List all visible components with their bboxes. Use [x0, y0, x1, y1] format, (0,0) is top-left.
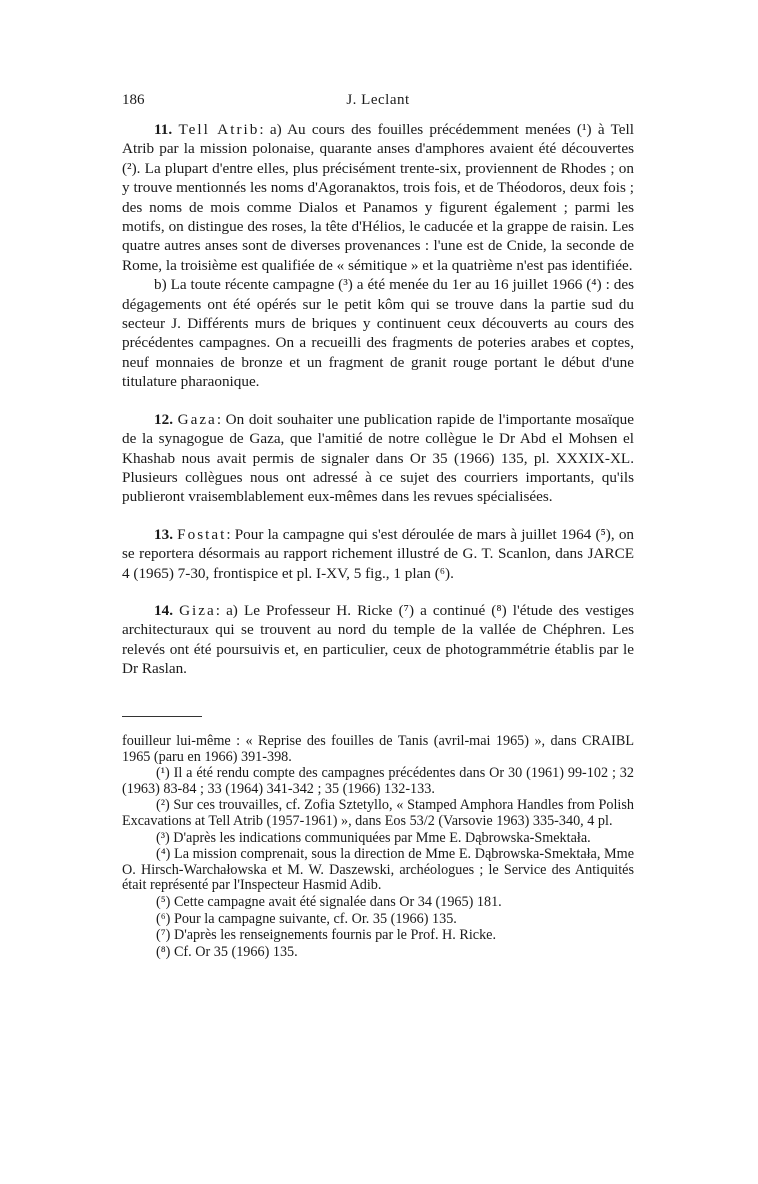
- paragraph-text: On doit souhaiter une publication rapide de l'importante mosaïque de la synagogue de Gaza, que l'amitié de notre collègue le Dr Abd el Mohsen el Khashab nous avait permis de signaler dans Or 35 (1966) 135, pl. XXXIX-XL. Plusieurs collègues nous ont adressé à ce sujet des courriers importants, qu'ils publieront vraisemblablement eux-mêmes dans les revues spécialisées.: [122, 410, 634, 506]
- running-author: J. Leclant: [346, 92, 410, 108]
- footnote: (⁶) Pour la campagne suivante, cf. Or. 35 (1966) 135.: [156, 910, 457, 927]
- footnote: (²) Sur ces trouvailles, cf. Zofia Sztetyllo, « Stamped Amphora Handles from Polish Excavations at Tell Atrib (1957-1961) », dans Eos 53/2 (Varsovie 1963) 335-340, 4 pl.: [122, 797, 634, 829]
- paragraph-text: a) Le Professeur H. Ricke (⁷) a continué (⁸) l'étude des vestiges architecturaux qui se trouvent au nord du temple de la vallée de Chéphren. Les relevés ont été poursuivis et, en particulier, ceux de photogrammétrie établis par le Dr Raslan.: [122, 601, 634, 678]
- section-number: 13.: [154, 525, 173, 543]
- footnote: fouilleur lui-même : « Reprise des fouilles de Tanis (avril-mai 1965) », dans CRAIBL 1965 (paru en 1966) 391-398.: [122, 733, 634, 765]
- footnote: (⁸) Cf. Or 35 (1966) 135.: [156, 943, 298, 960]
- paragraph: [122, 275, 634, 391]
- section-title: Tell Atrib: [178, 121, 260, 138]
- section-title: Fostat: [177, 525, 227, 543]
- footnote: (⁵) Cette campagne avait été signalée dans Or 34 (1965) 181.: [156, 893, 502, 910]
- paragraph: 13. Fostat: Pour la campagne qui s'est déroulée de mars à juillet 1964 (⁵), on se reportera désormais au rapport richement illustré de G. T. Scanlon, dans JARCE 4 (1965) 7-30, frontispice et pl. I-XV, 5 fig., 1 plan (⁶).: [122, 525, 635, 582]
- running-header: [122, 92, 634, 116]
- section-fostat: [122, 525, 634, 583]
- paragraph: 12. Gaza: On doit souhaiter une publication rapide de l'importante mosaïque de la synagogue de Gaza, que l'amitié de notre collègue le Dr Abd el Mohsen el Khashab nous avait permis de signaler dans Or 35 (1966) 135, pl. XXXIX-XL. Plusieurs collègues nous ont adressé à ce sujet des courriers importants, qu'ils publieront vraisemblablement eux-mêmes dans les revues spécialisées.: [122, 410, 634, 506]
- paragraph: 14. Giza: a) Le Professeur H. Ricke (⁷) a continué (⁸) l'étude des vestiges architecturaux qui se trouvent au nord du temple de la vallée de Chéphren. Les relevés ont été poursuivis et, en particulier, ceux de photogrammétrie établis par le Dr Raslan.: [122, 601, 634, 678]
- footnote: (⁴) La mission comprenait, sous la direction de Mme E. Dąbrowska-Smektała, Mme O. Hirsch-Warchałowska et M. W. Daszewski, archéologues ; le Service des Antiquités était représenté par l'Inspecteur Hasmid Adib.: [122, 846, 634, 894]
- footnote-separator: [122, 716, 202, 717]
- footnote: (³) D'après les indications communiquées par Mme E. Dąbrowska-Smektała.: [156, 829, 591, 846]
- paragraph-text: a) Au cours des fouilles précédemment menées (¹) à Tell Atrib par la mission polonaise, quarante anses d'amphores avaient été découvertes (²). La plupart d'entre elles, plus précisément trente-six, proviennent de Rhodes ; on y trouve mentionnés les noms d'Agoranaktos, trois fois, et de Théodoros, deux fois ; des noms de mois comme Dialos et Panamos y figurent également ; parmi les motifs, on distingue des roses, la tête d'Hélios, le caducée et la grappe de raisin. Les quatre autres anses sont de diverses provenances : l'une est de Cnide, la seconde de Rome, la troisième est qualifiée de « sémitique » et la quatrième n'est pas identifiée.: [122, 121, 634, 274]
- main-text: [122, 120, 634, 697]
- paragraph-text: Pour la campagne qui s'est déroulée de mars à juillet 1964 (⁵), on se reportera désormais au rapport richement illustré de G. T. Scanlon, dans JARCE 4 (1965) 7-30, frontispice et pl. I-XV, 5 fig., 1 plan (⁶).: [122, 525, 635, 582]
- section-title: Gaza: [177, 410, 217, 428]
- section-title: Giza: [179, 601, 216, 619]
- section-giza: [122, 601, 634, 679]
- page-number: 186: [122, 92, 145, 108]
- paragraph-text: b) La toute récente campagne (³) a été menée du 1er au 16 juillet 1966 (⁴) : des dégagements ont été opérés sur le petit kôm qui se trouve dans la partie sud du secteur J. Différents murs de briques y continuent ceux découverts au cours des précédentes campagnes. On a recueilli des fragments de poteries arabes et coptes, neuf monnaies de bronze et un fragment de granit rouge portant le début d'une titulature pharaonique.: [122, 276, 634, 391]
- section-tell-atrib: [122, 120, 634, 392]
- section-number: 12.: [154, 410, 173, 428]
- footnote: (⁷) D'après les renseignements fournis par le Prof. H. Ricke.: [156, 927, 497, 944]
- section-gaza: [122, 410, 634, 507]
- footnotes: [122, 734, 634, 961]
- footnote: (¹) Il a été rendu compte des campagnes précédentes dans Or 30 (1961) 99-102 ; 32 (1963) 83-84 ; 33 (1964) 341-342 ; 35 (1966) 132-133.: [122, 765, 634, 797]
- section-number: 11.: [154, 121, 173, 138]
- paragraph: 11. Tell Atrib: a) Au cours des fouilles précédemment menées (¹) à Tell Atrib par la mission polonaise, quarante anses d'amphores avaient été découvertes (²). La plupart d'entre elles, plus précisément trente-six, proviennent de Rhodes ; on y trouve mentionnés les noms d'Agoranaktos, trois fois, et de Théodoros, deux fois ; des noms de mois comme Dialos et Panamos y figurent également ; parmi les motifs, on distingue des roses, la tête d'Hélios, le caducée et la grappe de raisin. Les quatre autres anses sont de diverses provenances : l'une est de Cnide, la seconde de Rome, la troisième est qualifiée de « sémitique » et la quatrième n'est pas identifiée.: [122, 121, 634, 274]
- section-number: 14.: [154, 601, 173, 619]
